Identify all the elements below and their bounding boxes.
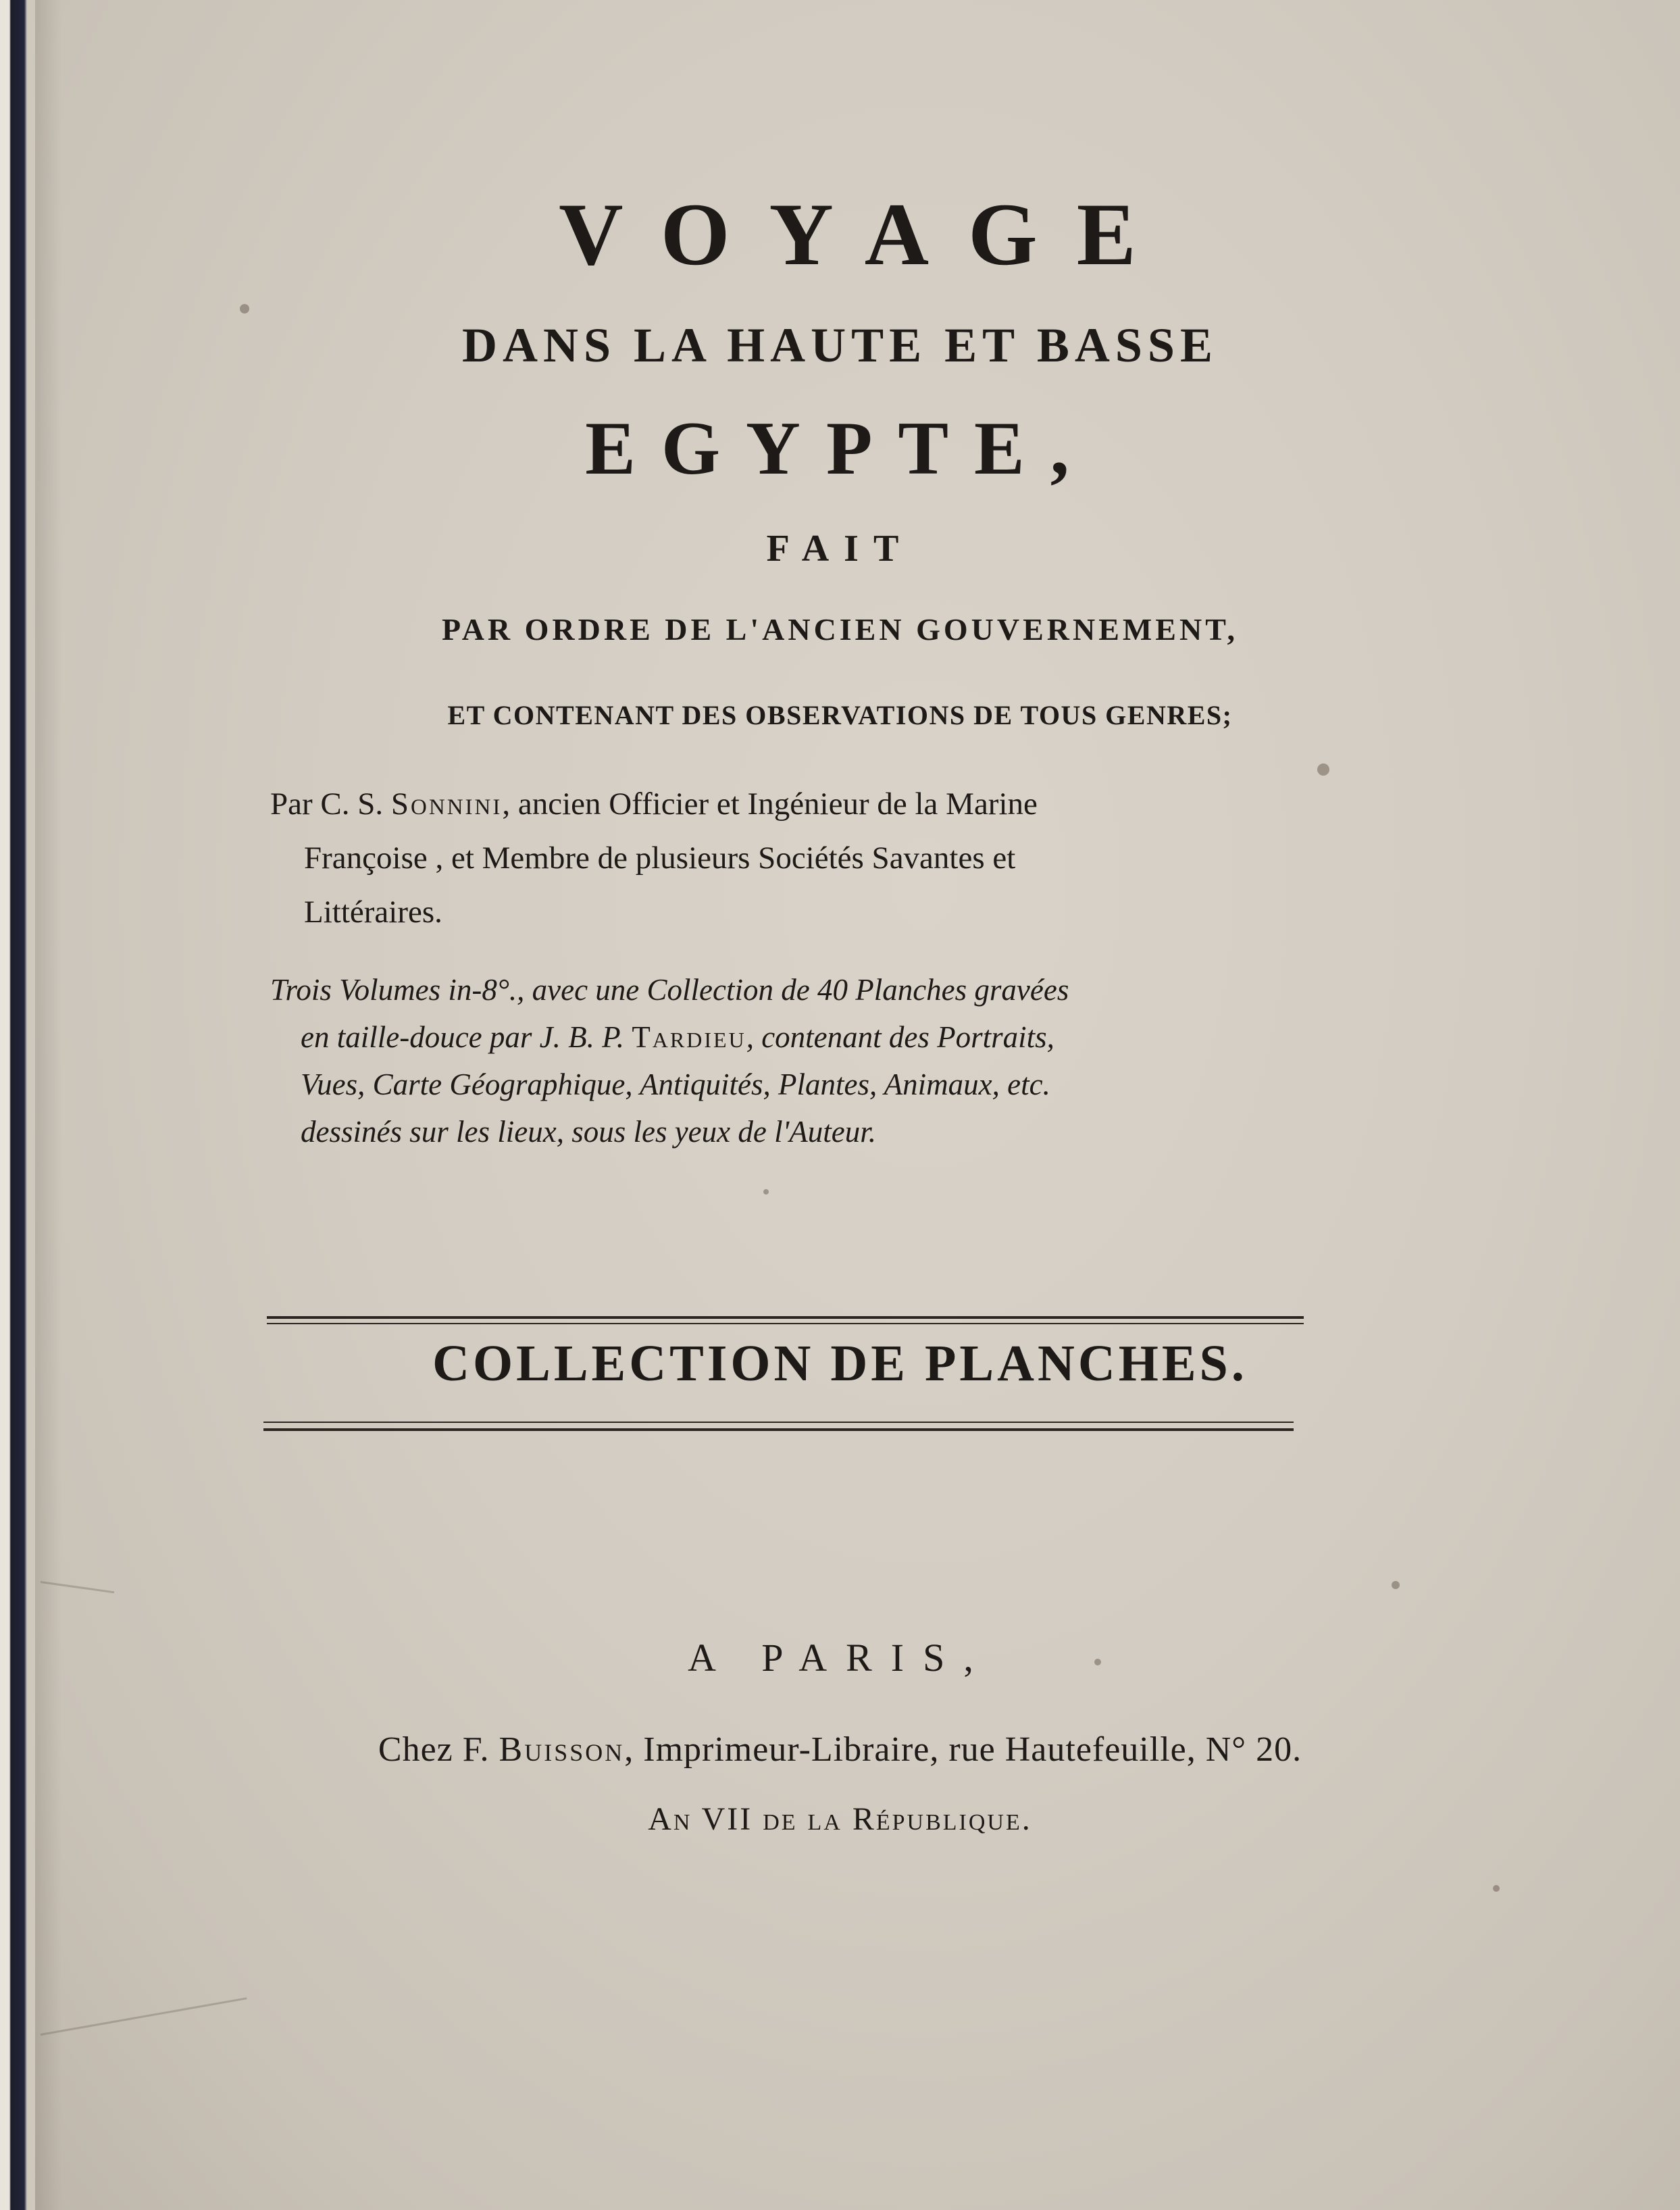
foxing-spot <box>240 304 249 313</box>
foxing-spot <box>1392 1581 1400 1589</box>
imprint-city: A PARIS, <box>688 1636 992 1680</box>
imprint-printer <box>0 1730 1680 1769</box>
subtitle-par-ordre: PAR ORDRE DE L'ANCIEN GOUVERNEMENT, <box>442 612 1238 647</box>
edition-statement <box>270 966 1304 1155</box>
author-prefix: Par C. S. <box>270 786 391 822</box>
edition-line2-a: en taille-douce par J. B. P. <box>301 1020 632 1054</box>
printer-prefix: Chez F. <box>378 1730 499 1769</box>
engraver-name: Tardieu <box>632 1020 746 1054</box>
printer-name: Buisson <box>499 1730 625 1769</box>
subtitle-contenant: ET CONTENANT DES OBSERVATIONS DE TOUS GENRES; <box>447 700 1233 730</box>
author-name: Sonnini <box>390 786 503 822</box>
author-line1-rest: , ancien Officier et Ingénieur de la Marine <box>502 786 1038 822</box>
paper-crease <box>41 1997 247 2036</box>
author-line3: Littéraires. <box>304 895 442 930</box>
foxing-spot <box>1094 1659 1101 1665</box>
edition-line1: Trois Volumes in-8°., avec une Collection de 40 Planches gravées <box>270 973 1069 1007</box>
printer-rest: , Imprimeur-Libraire, rue Hautefeuille, N° 20. <box>624 1730 1302 1769</box>
bottom-rule-thick <box>263 1428 1294 1431</box>
edition-line4: dessinés sur les lieux, sous les yeux de l'Auteur. <box>301 1115 876 1149</box>
imprint-year: An VII de la République. <box>648 1801 1032 1837</box>
edition-line2-b: , contenant des Portraits, <box>746 1020 1054 1054</box>
edition-line3: Vues, Carte Géographique, Antiquités, Plantes, Animaux, etc. <box>301 1068 1050 1101</box>
edition-line2 <box>270 1013 1304 1061</box>
foxing-spot <box>1493 1885 1500 1892</box>
subtitle-egypte: EGYPTE, <box>585 407 1095 491</box>
collection-heading: COLLECTION DE PLANCHES. <box>432 1335 1248 1392</box>
author-line2: Françoise , et Membre de plusieurs Sociétés Savantes et <box>304 840 1016 876</box>
subtitle-line-1: DANS LA HAUTE ET BASSE <box>462 318 1218 372</box>
author-statement <box>270 777 1304 939</box>
book-title: VOYAGE <box>559 184 1175 284</box>
foxing-spot <box>1317 763 1329 776</box>
top-rule-thick <box>267 1316 1304 1319</box>
top-rule-thin <box>267 1323 1304 1324</box>
subtitle-fait: FAIT <box>766 528 914 570</box>
bottom-rule-thin <box>263 1422 1294 1423</box>
foxing-spot <box>763 1189 769 1195</box>
